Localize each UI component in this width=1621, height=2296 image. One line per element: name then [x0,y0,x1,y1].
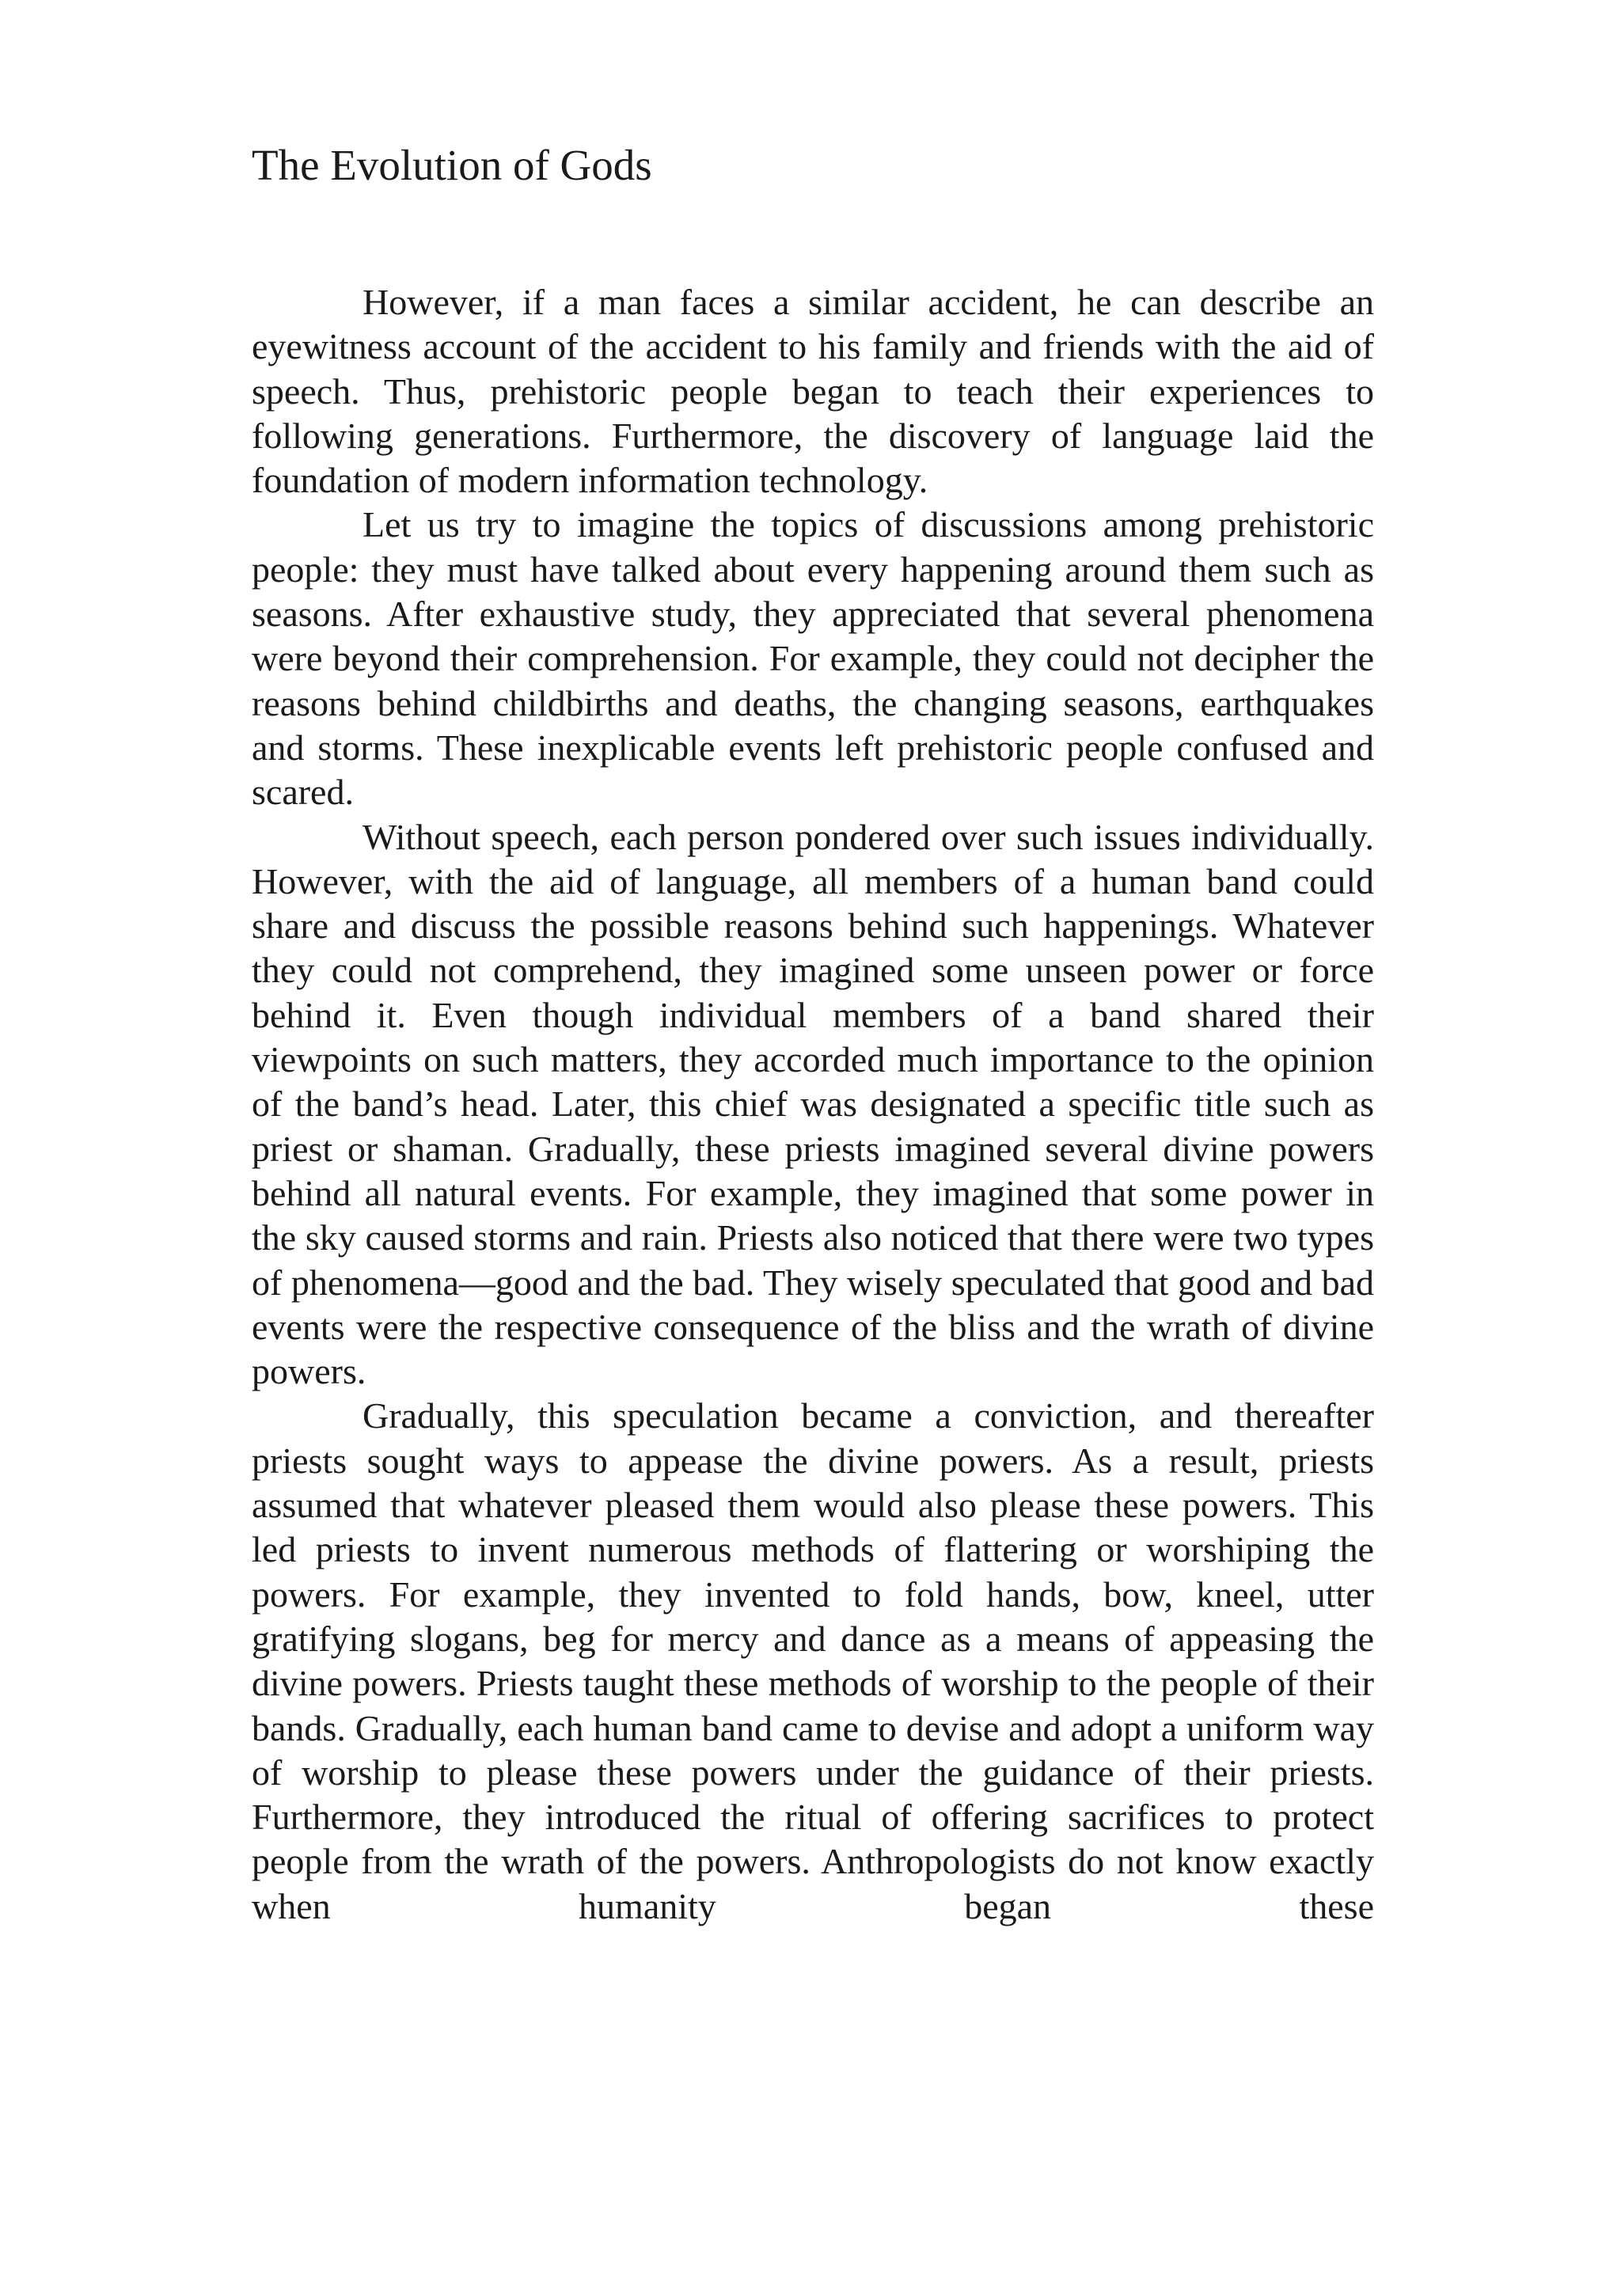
paragraph-3: Without speech, each person pondered over such issues individually. However, with the aid of language, all members of a human band could share and discuss the possible reasons behind such happenings. Whatever they could not comprehend, they imagined some unseen power or force behind it. Even though individual members of a band shared their viewpoints on such matters, they accorded much importance to the opinion of the band’s head. Later, this chief was designated a specific title such as priest or shaman. Gradually, these priests imagined several divine powers behind all natural events. For example, they imagined that some power in the sky caused storms and rain. Priests also noticed that there were two types of phenomena—good and the bad. They wisely speculated that good and bad events were the respective consequence of the bliss and the wrath of divine powers. [252,816,1374,1392]
paragraph-4: Gradually, this speculation became a conviction, and thereafter priests sought ways to appease the divine powers. As a result, priests assumed that whatever pleased them would also please these powers. This led priests to invent numerous methods of flattering or worshiping the powers. For example, they invented to fold hands, bow, kneel, utter gratifying slogans, beg for mercy and dance as a means of appeasing the divine powers. Priests taught these methods of worship to the people of their bands. Gradually, each human band came to devise and adopt a uniform way of worship to please these powers under the guidance of their priests. Furthermore, they introduced the ritual of offering sacrifices to protect people from the wrath of the powers. Anthropologists do not know exactly when humanity began these [252,1395,1374,1926]
paragraph-1: However, if a man faces a similar accident, he can describe an eyewitness account of the accident to his family and friends with the aid of speech. Thus, prehistoric people began to teach their experiences to following generations. Furthermore, the discovery of language laid the foundation of modern information technology. [252,282,1374,501]
running-header: The Evolution of Gods [252,141,652,189]
body-text [252,280,1374,1929]
paragraph-2: Let us try to imagine the topics of discussions among prehistoric people: they must have talked about every happening around them such as seasons. After exhaustive study, they appreciated that several phenomena were beyond their comprehension. For example, they could not decipher the reasons behind childbirths and deaths, the changing seasons, earthquakes and storms. These inexplicable events left prehistoric people confused and scared. [252,504,1374,813]
